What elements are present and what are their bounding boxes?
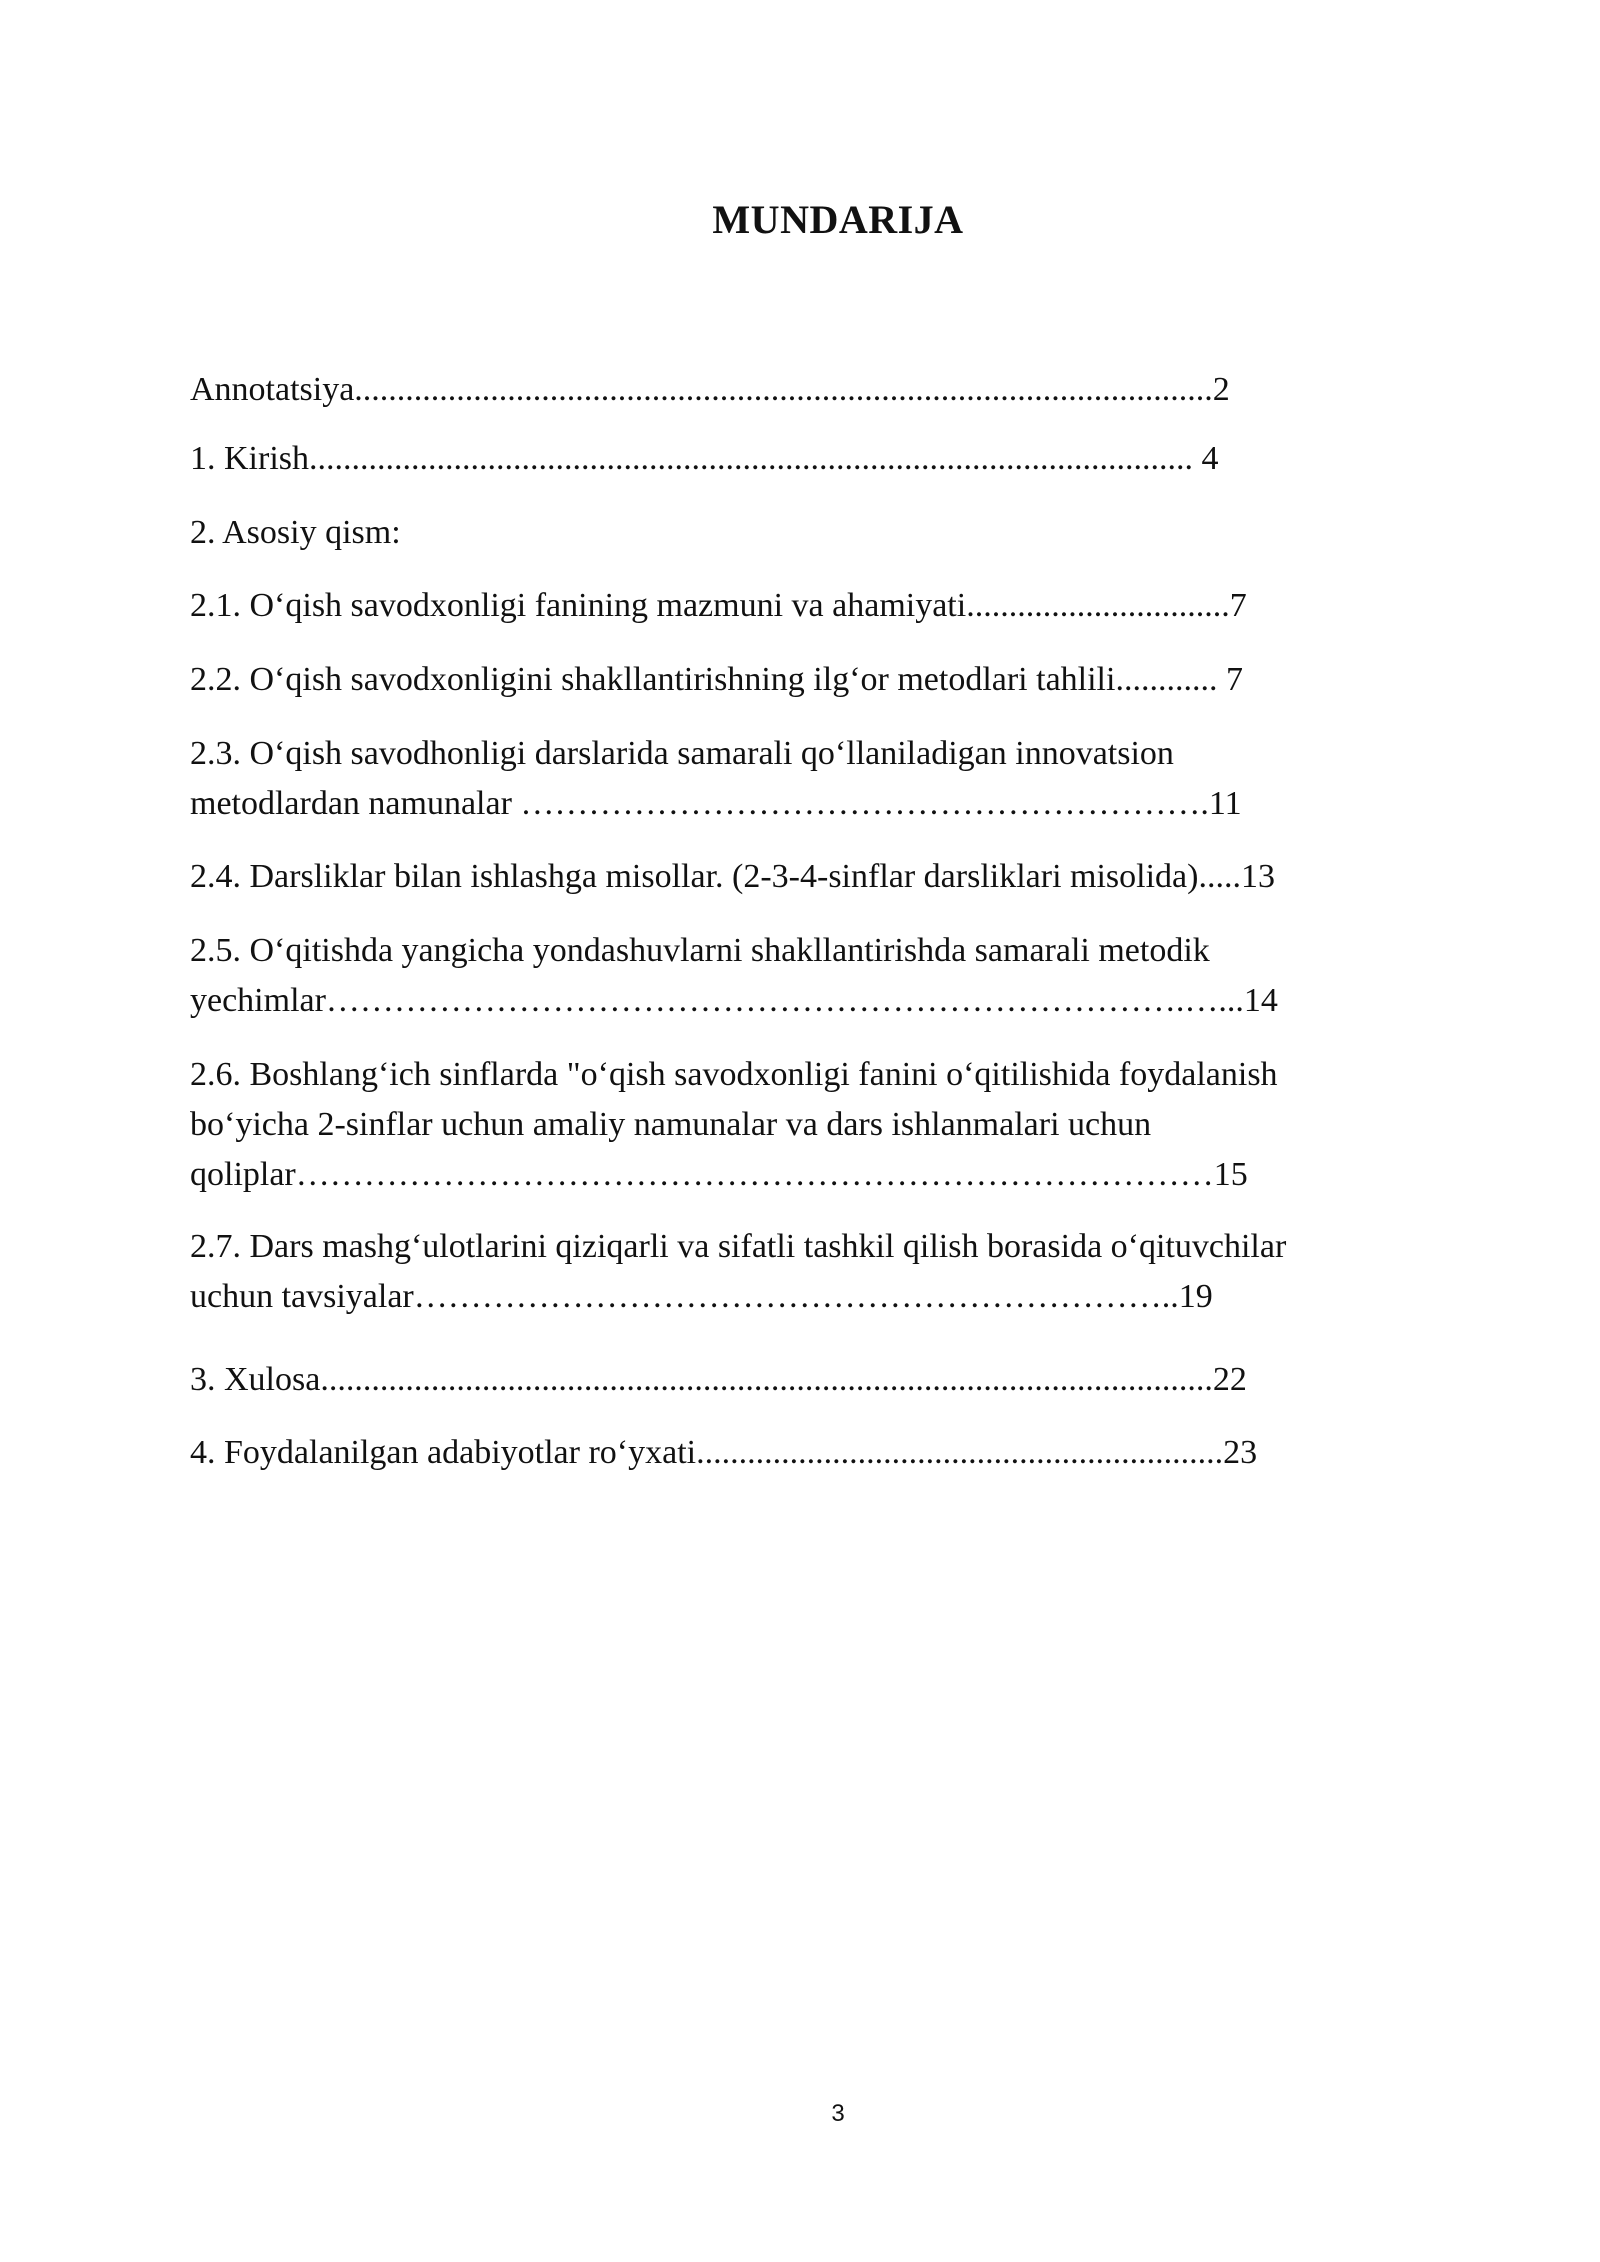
toc-entry-kirish — [190, 434, 1219, 484]
toc-entry-line: 1. Kirish........................................................................................................ 4 — [190, 440, 1219, 477]
toc-entry-annotatsiya — [190, 365, 1230, 415]
toc-entry-line: 3. Xulosa.........................................................................................................22 — [190, 1361, 1247, 1398]
toc-entry-2-4 — [190, 852, 1275, 902]
toc-entry-line: qoliplar………………………………………………………………………15 — [190, 1156, 1248, 1193]
toc-entry-adabiyotlar — [190, 1428, 1257, 1478]
toc-entry-2-3 — [190, 729, 1242, 829]
toc-entry-line: uchun tavsiyalar…………………………………………………………..19 — [190, 1278, 1213, 1315]
toc-entry-line: metodlardan namunalar …………………………………………………….11 — [190, 785, 1242, 822]
page-number: 3 — [831, 2100, 845, 2127]
toc-entry-asosiy-qism — [190, 508, 401, 558]
toc-entry-line: yechimlar………………………………………………………………….…...14 — [190, 982, 1278, 1019]
toc-entry-2-5 — [190, 926, 1278, 1026]
toc-entry-2-2 — [190, 655, 1243, 705]
toc-entry-line: 2. Asosiy qism: — [190, 514, 401, 551]
toc-entry-line: bo‘yicha 2-sinflar uchun amaliy namunalar va dars ishlanmalari uchun — [190, 1106, 1152, 1143]
toc-entry-line: 2.4. Darsliklar bilan ishlashga misollar. (2-3-4-sinflar darsliklari misolida).....13 — [190, 858, 1275, 895]
page-title: MUNDARIJA — [712, 197, 964, 242]
toc-entry-2-7 — [190, 1222, 1286, 1322]
toc-entry-line: 2.6. Boshlang‘ich sinflarda "o‘qish savodxonligi fanini o‘qitilishida foydalanish — [190, 1056, 1278, 1093]
toc-entry-line: 2.3. O‘qish savodhonligi darslarida samarali qo‘llaniladigan innovatsion — [190, 735, 1174, 772]
toc-entry-2-1 — [190, 581, 1247, 631]
toc-entry-line: Annotatsiya.....................................................................................................2 — [190, 371, 1230, 408]
toc-entry-xulosa — [190, 1355, 1247, 1405]
toc-entry-line: 2.2. O‘qish savodxonligini shakllantirishning ilg‘or metodlari tahlili............ 7 — [190, 661, 1243, 698]
toc-entry-line: 2.1. O‘qish savodxonligi fanining mazmuni va ahamiyati...............................7 — [190, 587, 1247, 624]
toc-entry-2-6 — [190, 1050, 1278, 1200]
toc-entry-line: 4. Foydalanilgan adabiyotlar ro‘yxati..............................................................23 — [190, 1434, 1258, 1471]
toc-entry-line: 2.5. O‘qitishda yangicha yondashuvlarni shakllantirishda samarali metodik — [190, 932, 1210, 969]
toc-entry-line: 2.7. Dars mashg‘ulotlarini qiziqarli va sifatli tashkil qilish borasida o‘qituvchilar — [190, 1228, 1287, 1265]
